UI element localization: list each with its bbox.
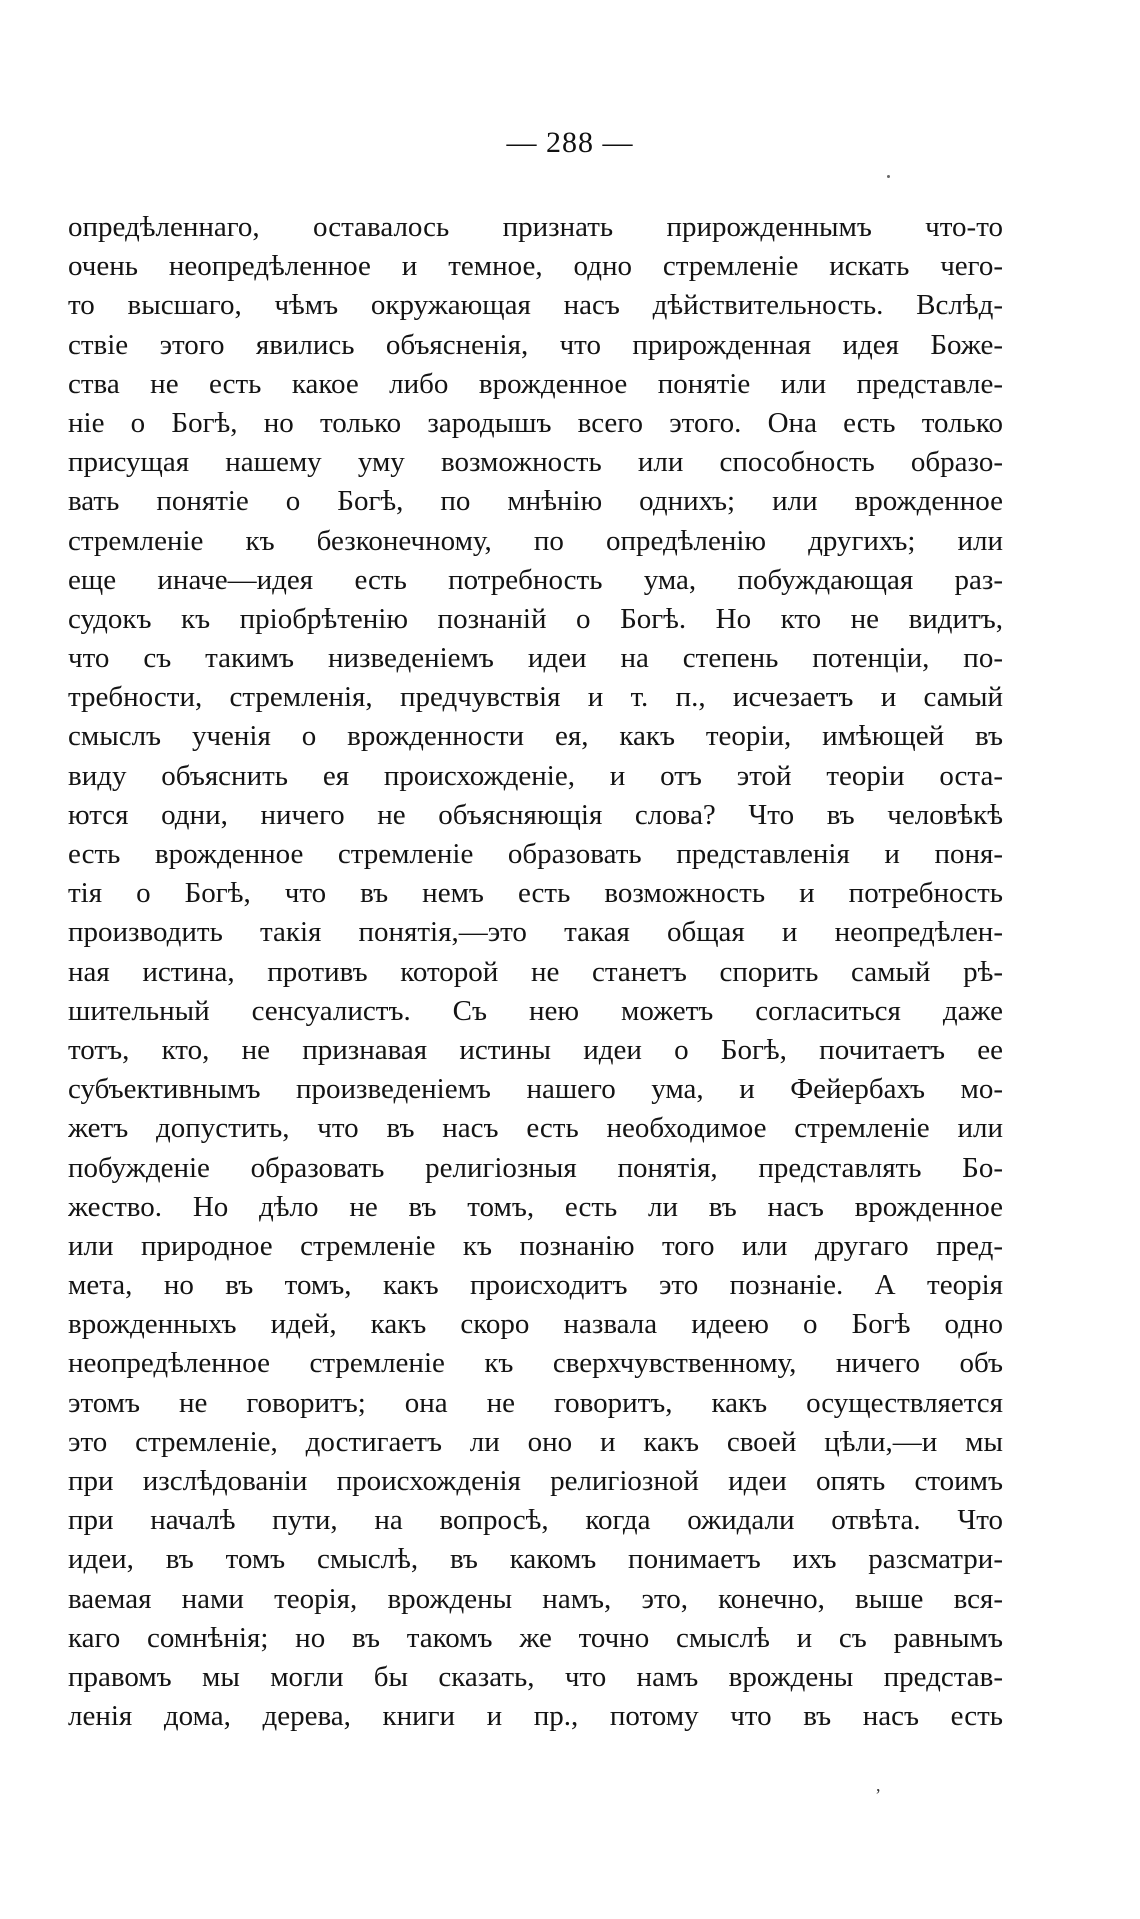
- text-line: очень неопредѣленное и темное, одно стремленіе искать чего-: [68, 250, 1003, 283]
- text-line: производить такія понятія,—это такая общая и неопредѣлен-: [68, 916, 1003, 949]
- text-line: смыслъ ученія о врожденности ея, какъ теоріи, имѣющей въ: [68, 720, 1003, 753]
- footer-mark: ,: [876, 1775, 881, 1795]
- text-line: тія о Богѣ, что въ немъ есть возможность и потребность: [68, 877, 1003, 910]
- text-line: шительный сенсуалистъ. Съ нею можетъ согласиться даже: [68, 994, 1003, 1027]
- text-line: этомъ не говоритъ; она не говоритъ, какъ осуществляется: [68, 1386, 1003, 1419]
- text-line: ствіе этого явились объясненія, что прирожденная идея Боже-: [68, 328, 1003, 361]
- text-line: это стремленіе, достигаетъ ли оно и какъ своей цѣли,—и мы: [68, 1425, 1003, 1458]
- text-line: при началѣ пути, на вопросѣ, когда ожидали отвѣта. Что: [68, 1504, 1003, 1537]
- text-line: вать понятіе о Богѣ, по мнѣнію однихъ; или врожденное: [68, 485, 1003, 518]
- text-line: побужденіе образовать религіозныя понятія, представлять Бо-: [68, 1151, 1003, 1184]
- text-line: тотъ, кто, не признавая истины идеи о Богѣ, почитаетъ ее: [68, 1033, 1003, 1066]
- text-line: стремленіе къ безконечному, по опредѣленію другихъ; или: [68, 524, 1003, 557]
- text-line: субъективнымъ произведеніемъ нашего ума, и Фейербахъ мо-: [68, 1073, 1003, 1106]
- text-line: мета, но въ томъ, какъ происходитъ это познаніе. А теорія: [68, 1269, 1003, 1302]
- text-line: ная истина, противъ которой не станетъ спорить самый рѣ-: [68, 955, 1003, 988]
- text-line: ніе о Богѣ, но только зародышъ всего этого. Она есть только: [68, 406, 1003, 439]
- text-line: опредѣленнаго, оставалось признать прирожденнымъ что-то: [68, 211, 1003, 243]
- text-line: ются одни, ничего не объясняющія слова? Что въ человѣкѣ: [68, 798, 1003, 831]
- print-speck: [887, 175, 890, 178]
- text-line: ваемая нами теорія, врождены намъ, это, конечно, выше вся-: [68, 1582, 1003, 1615]
- text-line: присущая нашему уму возможность или способность образо-: [68, 446, 1003, 479]
- text-line: или природное стремленіе къ познанію того или другаго пред-: [68, 1229, 1003, 1262]
- text-line: жетъ допустить, что въ насъ есть необходимое стремленіе или: [68, 1112, 1003, 1145]
- text-line: то высшаго, чѣмъ окружающая насъ дѣйствительность. Вслѣд-: [68, 289, 1003, 322]
- text-line: правомъ мы могли бы сказать, что намъ врождены представ-: [68, 1660, 1003, 1693]
- text-line: еще иначе—идея есть потребность ума, побуждающая раз-: [68, 563, 1003, 596]
- text-line: неопредѣленное стремленіе къ сверхчувственному, ничего объ: [68, 1347, 1003, 1380]
- text-line: при изслѣдованіи происхожденія религіозной идеи опять стоимъ: [68, 1465, 1003, 1497]
- text-line: идеи, въ томъ смыслѣ, въ какомъ понимаетъ ихъ разсматри-: [68, 1543, 1003, 1576]
- text-line: врожденныхъ идей, какъ скоро назвала идеею о Богѣ одно: [68, 1308, 1003, 1341]
- text-line: каго сомнѣнія; но въ такомъ же точно смыслѣ и съ равнымъ: [68, 1621, 1003, 1654]
- text-line: что съ такимъ низведеніемъ идеи на степень потенціи, по-: [68, 642, 1003, 675]
- page-number: — 288 —: [506, 126, 634, 159]
- text-line: виду объяснить ея происхожденіе, и отъ этой теоріи оста-: [68, 759, 1003, 792]
- text-line: ленія дома, дерева, книги и пр., потому что въ насъ есть: [68, 1700, 1003, 1733]
- text-line: жество. Но дѣло не въ томъ, есть ли въ насъ врожденное: [68, 1190, 1003, 1223]
- text-line: требности, стремленія, предчувствія и т. п., исчезаетъ и самый: [68, 681, 1003, 714]
- text-line: есть врожденное стремленіе образовать представленія и поня-: [68, 838, 1003, 870]
- text-line: судокъ къ пріобрѣтенію познаній о Богѣ. Но кто не видитъ,: [68, 602, 1003, 635]
- text-line: ства не есть какое либо врожденное понятіе или представле-: [68, 367, 1003, 400]
- body-text: [68, 208, 1003, 1736]
